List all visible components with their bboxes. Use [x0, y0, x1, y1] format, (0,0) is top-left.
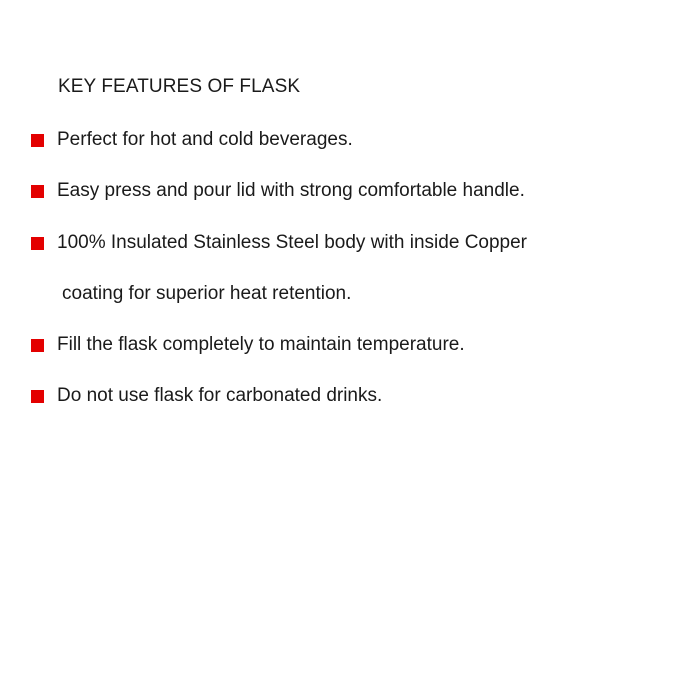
feature-text: Do not use flask for carbonated drinks. [57, 385, 383, 406]
bullet-square-icon [31, 185, 44, 198]
feature-text: Perfect for hot and cold beverages. [57, 129, 353, 150]
bullet-square-icon [31, 237, 44, 250]
bullet-square-icon [31, 134, 44, 147]
feature-text: 100% Insulated Stainless Steel body with inside Copper [57, 232, 528, 253]
feature-text: Easy press and pour lid with strong comfortable handle. [57, 180, 525, 201]
features-heading: KEY FEATURES OF FLASK [58, 76, 301, 97]
feature-text-continuation: coating for superior heat retention. [62, 283, 352, 304]
feature-text: Fill the flask completely to maintain temperature. [57, 334, 465, 355]
bullet-square-icon [31, 390, 44, 403]
bullet-square-icon [31, 339, 44, 352]
